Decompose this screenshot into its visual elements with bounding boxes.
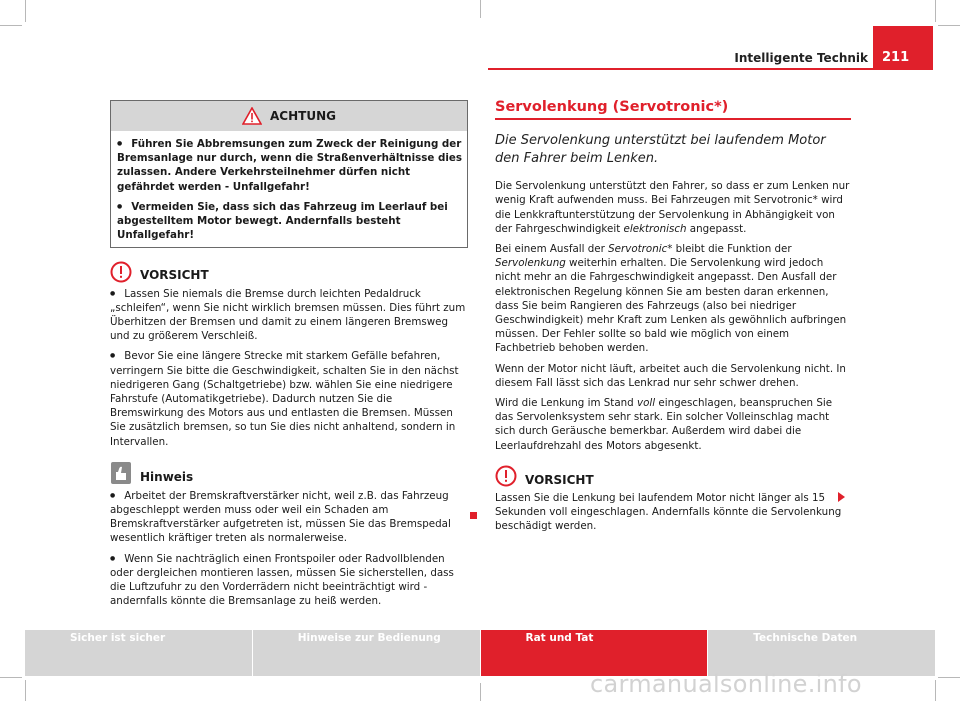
crop-mark (0, 677, 22, 678)
continue-arrow-icon (838, 492, 845, 502)
vorsicht-title: VORSICHT (140, 268, 209, 283)
page-number: 211 (873, 26, 933, 70)
section-title: Intelligente Technik (734, 51, 868, 65)
paragraph: Wird die Lenkung im Stand voll eingeschlagen, beanspruchen Sie das Servolenksystem sehr stark. Ein solcher Volleinschlag macht sich durch Geräusche bemerkbar. Außerdem wird dabei die Leerlaufdrehzahl des Motors abgesenkt. (495, 397, 833, 452)
section-end-mark (470, 512, 477, 519)
paragraph: Wenn der Motor nicht läuft, arbeitet auch die Servolenkung nicht. In diesem Fall lässt sich das Lenkrad nur sehr schwer drehen. (495, 362, 846, 389)
left-column (110, 100, 468, 614)
paragraph: Bei einem Ausfall der Servotronic* bleibt die Funktion der Servolenkung weiterhin erhalten. Die Servolenkung wird jedoch nicht mehr an die Fahrgeschwindigkeit angepasst. Den Ausfall der elektronischen Regelung können Sie am besten daran erkennen, dass Sie beim Rangieren des Fahrzeugs (also bei niedriger Geschwindigkeit) mehr Kraft zum Lenken als gewöhnlich aufbringen müssen. Der Fehler sollte so bald wie möglich von einem Fachbetrieb behoben werden. (495, 243, 847, 355)
hinweis-item: ● Arbeitet der Bremskraftverstärker nicht, weil z.B. das Fahrzeug abgeschleppt werden muss oder weil ein Schaden am Bremskraftverstärker aufgetreten ist, müssen Sie das Bremspedal wesentlich kräftiger treten als normalerweise. (110, 489, 468, 546)
note-icon (110, 461, 132, 485)
exclamation-circle-icon (495, 465, 517, 487)
warning-triangle-icon (242, 107, 262, 125)
vorsicht-header (110, 260, 468, 282)
achtung-title: ACHTUNG (270, 108, 336, 123)
right-column (495, 100, 851, 540)
vorsicht-title: VORSICHT (525, 472, 594, 487)
crop-mark (938, 25, 960, 26)
crop-mark (938, 677, 960, 678)
header-rule (488, 68, 933, 70)
vorsicht-header (495, 465, 851, 487)
tab-hinweise-zur-bedienung[interactable]: Hinweise zur Bedienung (253, 630, 480, 676)
crop-mark (0, 25, 22, 26)
hinweis-title: Hinweis (140, 469, 194, 484)
crop-mark (25, 0, 26, 22)
vorsicht-text: Lassen Sie die Lenkung bei laufendem Motor nicht länger als 15 Sekunden voll eingeschlagen. Andernfalls könnte die Servolenkung beschädigt werden. (495, 492, 842, 533)
achtung-item: ● Führen Sie Abbremsungen zum Zweck der Reinigung der Bremsanlage nur durch, wenn die Straßenverhältnisse dies zulassen. Andere Verkehrsteilnehmer dürfen nicht gefährdet werden - Unfallgefahr! (117, 137, 462, 194)
crop-mark (25, 680, 26, 701)
tab-technische-daten[interactable]: Technische Daten (708, 630, 935, 676)
section-heading: Servolenkung (Servotronic*) (495, 100, 851, 120)
vorsicht-item: ● Bevor Sie eine längere Strecke mit starkem Gefälle befahren, verringern Sie bitte die Geschwindigkeit, schalten Sie in den nächst niedrigeren Gang (Schaltgetriebe) bzw. wählen Sie eine niedrigere Fahrstufe (Automatikgetriebe). Dadurch nutzen Sie die Bremswirkung des Motors aus und entlasten die Bremsen. Müssen Sie zusätzlich bremsen, so tun Sie dies nicht anhaltend, sondern in Intervallen. (110, 349, 468, 448)
crop-mark (935, 680, 936, 701)
section-subtitle: Die Servolenkung unterstützt bei laufendem Motor den Fahrer beim Lenken. (495, 133, 826, 167)
hinweis-header (110, 461, 468, 485)
paragraph: Die Servolenkung unterstützt den Fahrer, so dass er zum Lenken nur wenig Kraft aufwenden muss. Bei Fahrzeugen mit Servotronic* wird die Lenkkraftunterstützung der Servolenkung in Abhängigkeit von der Fahrgeschwindigkeit elektronisch angepasst. (495, 180, 850, 235)
tab-sicher-ist-sicher[interactable]: Sicher ist sicher (25, 630, 252, 676)
tab-rat-und-tat[interactable]: Rat und Tat (481, 630, 708, 676)
crop-mark (935, 0, 936, 22)
vorsicht-item: ● Lassen Sie niemals die Bremse durch leichten Pedaldruck „schleifen“, wenn Sie nicht wirklich bremsen müssen. Dies führt zum Überhitzen der Bremsen und damit zu einem längeren Bremsweg und zu größerem Verschleiß. (110, 287, 468, 344)
crop-mark (480, 683, 481, 701)
exclamation-circle-icon (110, 261, 132, 283)
crop-mark (480, 0, 481, 18)
achtung-header (111, 101, 467, 131)
watermark: carmanualsonline.info (590, 670, 862, 698)
achtung-item: ● Vermeiden Sie, dass sich das Fahrzeug im Leerlauf bei abgestelltem Motor bewegt. Andernfalls besteht Unfallgefahr! (117, 200, 462, 243)
hinweis-item: ● Wenn Sie nachträglich einen Frontspoiler oder Radvollblenden oder dergleichen montieren lassen, müssen Sie sicherstellen, dass die Luftzufuhr zu den Vorderrädern nicht beeinträchtigt wird - andernfalls könnte die Bremsanlage zu heiß werden. (110, 552, 468, 609)
achtung-body (111, 131, 467, 247)
achtung-box (110, 100, 468, 248)
